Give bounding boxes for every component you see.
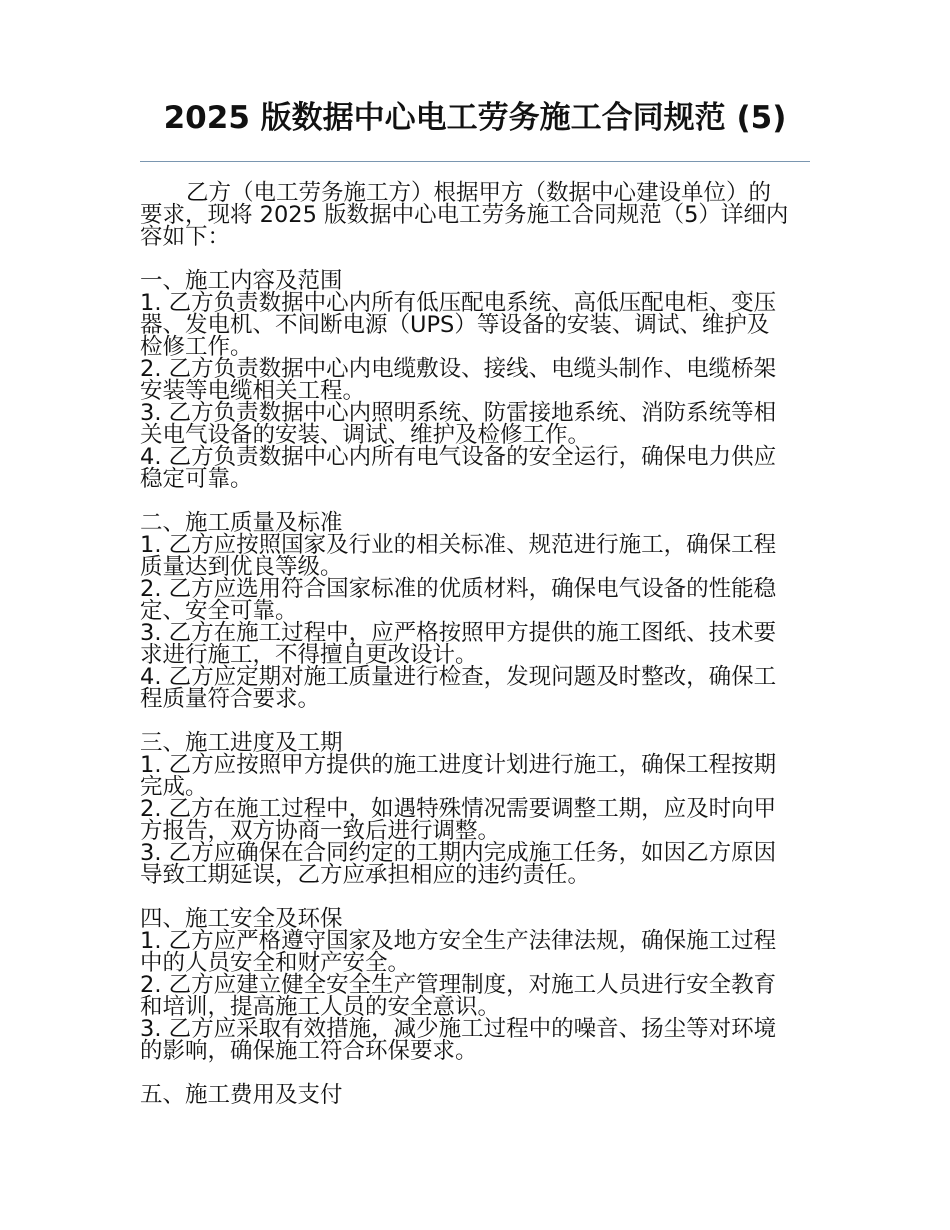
title-divider (140, 161, 810, 162)
list-item: 3. 乙方在施工过程中，应严格按照甲方提供的施工图纸、技术要求进行施工，不得擅自更改设计。 (140, 620, 777, 668)
list-item: 3. 乙方应采取有效措施，减少施工过程中的噪音、扬尘等对环境的影响，确保施工符合环保要求。 (140, 1016, 777, 1064)
section-fees (140, 1084, 790, 1106)
section-heading: 一、施工内容及范围 (140, 268, 343, 294)
intro-paragraph: 乙方（电工劳务施工方）根据甲方（数据中心建设单位）的要求，现将 2025 版数据中心电工劳务施工合同规范（5）详细内容如下： (140, 180, 789, 250)
list-item: 2. 乙方应建立健全安全生产管理制度，对施工人员进行安全教育和培训，提高施工人员的安全意识。 (140, 972, 777, 1020)
list-item: 1. 乙方应严格遵守国家及地方安全生产法律法规，确保施工过程中的人员安全和财产安全。 (140, 928, 777, 976)
section-heading: 四、施工安全及环保 (140, 906, 343, 932)
list-item: 1. 乙方应按照甲方提供的施工进度计划进行施工，确保工程按期完成。 (140, 752, 777, 800)
list-item: 2. 乙方应选用符合国家标准的优质材料，确保电气设备的性能稳定、安全可靠。 (140, 576, 777, 624)
section-heading: 五、施工费用及支付 (140, 1082, 343, 1108)
list-item: 1. 乙方应按照国家及行业的相关标准、规范进行施工，确保工程质量达到优良等级。 (140, 532, 777, 580)
list-item: 4. 乙方负责数据中心内所有电气设备的安全运行，确保电力供应稳定可靠。 (140, 444, 777, 492)
section-heading: 三、施工进度及工期 (140, 730, 343, 756)
list-item: 3. 乙方应确保在合同约定的工期内完成施工任务，如因乙方原因导致工期延误，乙方应承担相应的违约责任。 (140, 840, 777, 888)
document-title: 2025 版数据中心电工劳务施工合同规范 (5) (163, 100, 787, 136)
list-item: 1. 乙方负责数据中心内所有低压配电系统、高低压配电柜、变压器、发电机、不间断电源（UPS）等设备的安装、调试、维护及检修工作。 (140, 290, 777, 360)
section-heading: 二、施工质量及标准 (140, 510, 343, 536)
section-safety (140, 908, 790, 1062)
list-item: 3. 乙方负责数据中心内照明系统、防雷接地系统、消防系统等相关电气设备的安装、调试、维护及检修工作。 (140, 400, 777, 448)
section-scope (140, 270, 790, 490)
section-quality (140, 512, 790, 710)
list-item: 2. 乙方在施工过程中，如遇特殊情况需要调整工期，应及时向甲方报告，双方协商一致后进行调整。 (140, 796, 777, 844)
list-item: 2. 乙方负责数据中心内电缆敷设、接线、电缆头制作、电缆桥架安装等电缆相关工程。 (140, 356, 777, 404)
document-body (140, 182, 790, 1106)
section-schedule (140, 732, 790, 886)
list-item: 4. 乙方应定期对施工质量进行检查，发现问题及时整改，确保工程质量符合要求。 (140, 664, 777, 712)
